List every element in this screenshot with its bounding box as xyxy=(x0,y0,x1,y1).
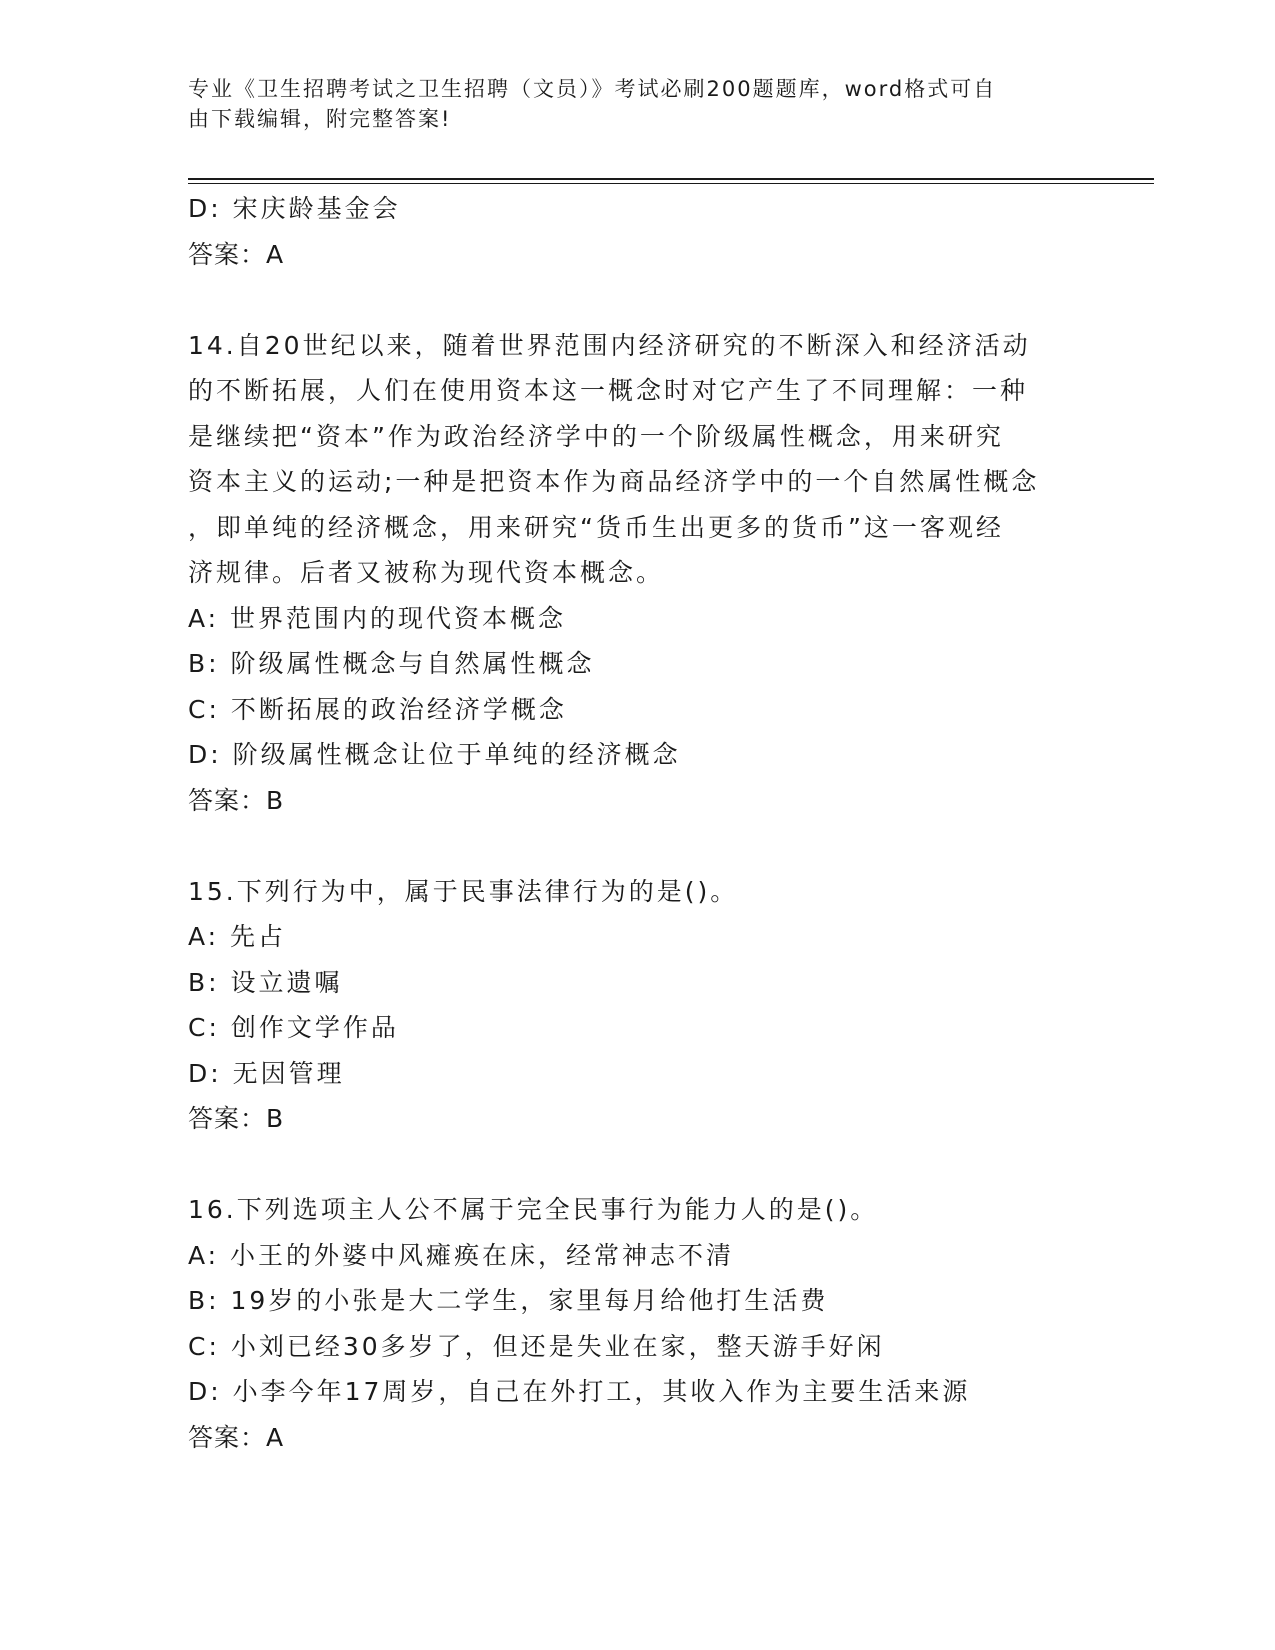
header-divider-thin xyxy=(188,183,1154,184)
option-c: C: 小刘已经30多岁了，但还是失业在家，整天游手好闲 xyxy=(188,1331,885,1361)
question-text-line: ，即单纯的经济概念，用来研究“货币生出更多的货币”这一客观经 xyxy=(188,512,1004,542)
option-c: C: 不断拓展的政治经济学概念 xyxy=(188,694,567,724)
option-b: B: 设立遗嘱 xyxy=(188,967,343,997)
option-d: D: 阶级属性概念让位于单纯的经济概念 xyxy=(188,740,681,769)
page-header xyxy=(188,74,1068,134)
question-text: 16.下列选项主人公不属于完全民事行为能力人的是()。 xyxy=(188,1195,879,1224)
option-c: C: 创作文学作品 xyxy=(188,1013,399,1042)
question-text-line: 济规律。后者又被称为现代资本概念。 xyxy=(188,558,665,587)
option-d: D: 无因管理 xyxy=(188,1058,345,1088)
question-text-line: 14.自20世纪以来，随着世界范围内经济研究的不断深入和经济活动 xyxy=(188,330,1031,360)
answer: 答案：B xyxy=(188,1104,285,1133)
answer: 答案：B xyxy=(188,785,285,815)
question-text-line: 的不断拓展，人们在使用资本这一概念时对它产生了不同理解：一种 xyxy=(188,376,1029,405)
question-text: 15.下列行为中，属于民事法律行为的是()。 xyxy=(188,876,739,906)
option-d: D: 宋庆龄基金会 xyxy=(188,194,401,223)
document-body xyxy=(188,186,1088,1460)
header-line-2: 由下载编辑，附完整答案! xyxy=(188,107,452,131)
question-16 xyxy=(188,1187,1088,1460)
question-text-line: 是继续把“资本”作为政治经济学中的一个阶级属性概念，用来研究 xyxy=(188,421,1004,451)
header-divider-thick xyxy=(188,178,1154,180)
question-13-tail xyxy=(188,186,1088,277)
answer: 答案：A xyxy=(188,239,285,269)
question-14 xyxy=(188,323,1088,824)
header-line-1: 专业《卫生招聘考试之卫生招聘（文员）》考试必刷200题题库，word格式可自 xyxy=(188,77,997,101)
option-a: A: 先占 xyxy=(188,922,287,951)
option-d: D: 小李今年17周岁，自己在外打工，其收入作为主要生活来源 xyxy=(188,1377,971,1406)
option-b: B: 阶级属性概念与自然属性概念 xyxy=(188,649,595,678)
option-b: B: 19岁的小张是大二学生，家里每月给他打生活费 xyxy=(188,1286,829,1315)
question-15 xyxy=(188,869,1088,1142)
option-a: A: 世界范围内的现代资本概念 xyxy=(188,603,567,633)
answer: 答案：A xyxy=(188,1422,285,1452)
question-text-line: 资本主义的运动;一种是把资本作为商品经济学中的一个自然属性概念 xyxy=(188,467,1040,496)
option-a: A: 小王的外婆中风瘫痪在床，经常神志不清 xyxy=(188,1240,735,1270)
